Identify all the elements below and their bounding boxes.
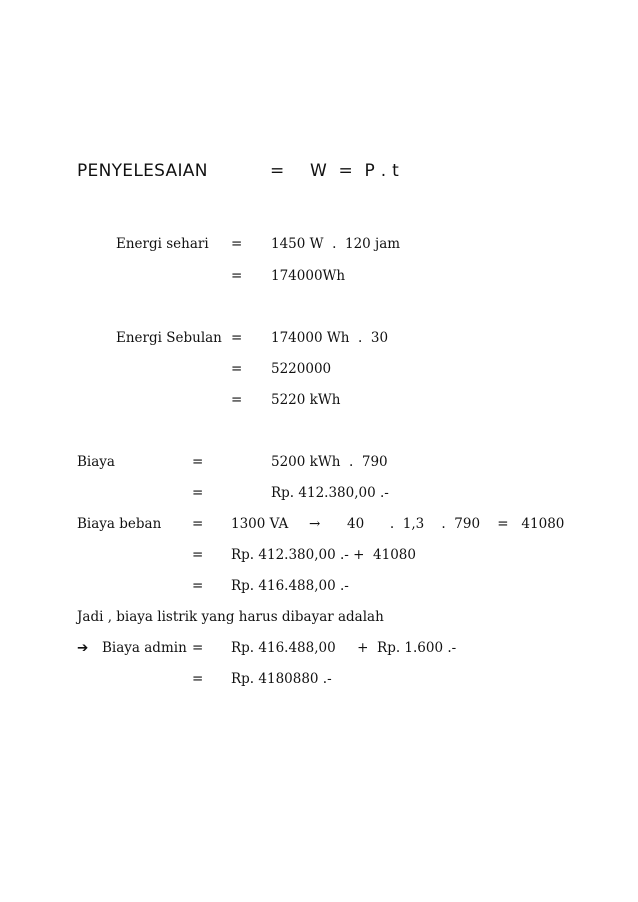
energi-sehari-eq-2: =	[231, 268, 243, 284]
biaya-admin-eq: =	[192, 640, 204, 656]
energi-sebulan-eq-1: =	[231, 330, 243, 346]
heading-formula: W = P . t	[310, 161, 400, 181]
energi-sebulan-expr-3: 5220 kWh	[271, 392, 341, 408]
heading-equals: =	[270, 161, 285, 181]
biaya-eq-1: =	[192, 454, 204, 470]
biaya-beban-arrow: →	[309, 516, 321, 532]
biaya-eq-2: =	[192, 485, 204, 501]
energi-sebulan-eq-2: =	[231, 361, 243, 377]
biaya-beban-expr-2: Rp. 412.380,00 .- + 41080	[231, 547, 416, 563]
energi-sebulan-expr-2: 5220000	[271, 361, 332, 377]
biaya-expr-1: 5200 kWh . 790	[271, 454, 388, 470]
energi-sehari-expr-2: 174000Wh	[271, 268, 346, 284]
biaya-expr-2: Rp. 412.380,00 .-	[271, 485, 389, 501]
biaya-label: Biaya	[77, 454, 115, 470]
biaya-beban-calc: 40 . 1,3 . 790 = 41080	[347, 516, 565, 532]
biaya-beban-eq-2: =	[192, 547, 204, 563]
biaya-admin-result-eq: =	[192, 671, 204, 687]
energi-sehari-eq-1: =	[231, 236, 243, 252]
biaya-beban-va: 1300 VA	[231, 516, 289, 532]
energi-sehari-expr-1: 1450 W . 120 jam	[271, 236, 401, 252]
biaya-beban-label: Biaya beban	[77, 516, 162, 532]
biaya-beban-eq-3: =	[192, 578, 204, 594]
energi-sebulan-expr-1: 174000 Wh . 30	[271, 330, 389, 346]
biaya-admin-label: Biaya admin	[102, 640, 187, 656]
energi-sehari-label: Energi sehari	[116, 236, 209, 252]
arrow-bullet-icon: ➔	[77, 640, 89, 656]
energi-sebulan-label: Energi Sebulan	[116, 330, 222, 346]
energi-sebulan-eq-3: =	[231, 392, 243, 408]
heading-title: PENYELESAIAN	[77, 161, 208, 181]
biaya-beban-expr-3: Rp. 416.488,00 .-	[231, 578, 349, 594]
biaya-admin-result: Rp. 4180880 .-	[231, 671, 332, 687]
biaya-beban-eq: =	[192, 516, 204, 532]
biaya-admin-expr: Rp. 416.488,00 + Rp. 1.600 .-	[231, 640, 457, 656]
conclusion-text: Jadi , biaya listrik yang harus dibayar adalah	[77, 609, 384, 625]
